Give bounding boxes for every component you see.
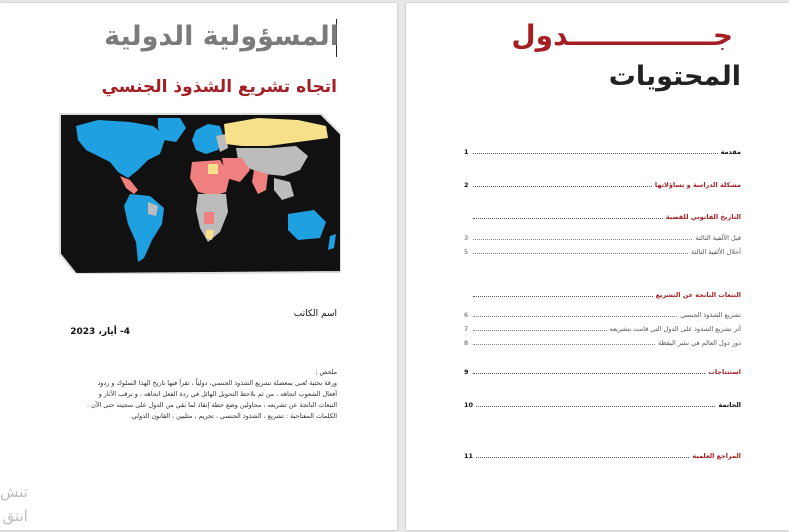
abstract-line: ورقة بحثية تُعنى بمعضلة تشريع الشذوذ الجنسي، دولياً ، تقرأ فيها تاريخ الهذا السلوك و ردود xyxy=(97,379,337,387)
toc-subheading[interactable]: المحتويات xyxy=(608,61,741,92)
toc-entry[interactable]: أحلال الألفية الثالثة 5 xyxy=(464,248,741,256)
toc-entry[interactable]: مشكلة الدراسة و تساؤلاتها 2 xyxy=(464,181,741,189)
abstract-line: أفعال الشعوب اتجاهه ، من ثم نلاحظ التحويل الهائل في ردة الفعل اتجاهه ، و نرقب الآثار و xyxy=(98,390,337,398)
toc-entry[interactable]: التبعات الناتجة عن التشريع xyxy=(464,289,741,299)
toc-heading[interactable]: جـــــــــــــــدول xyxy=(511,19,733,52)
keywords-line: الكلمات المفتاحية : تشريع ، الشذوذ الجنسي ، تجريم ، مثليين ، القانون الدولي. xyxy=(129,412,337,420)
toc-entry[interactable]: التاريخ القانوني للقضية xyxy=(464,211,741,221)
document-subtitle[interactable]: اتجاه تشريع الشذوذ الجنسي xyxy=(101,77,337,97)
toc-entry[interactable]: مقدمة 1 xyxy=(464,148,741,156)
toc-entry[interactable]: الخاتمة 10 xyxy=(464,401,741,409)
cover-page xyxy=(0,3,397,530)
world-map-image xyxy=(58,112,341,274)
toc-page xyxy=(406,3,789,530)
offscreen-page-text: تنش انتق xyxy=(0,483,28,525)
document-title[interactable]: المسؤولية الدولية xyxy=(104,21,339,52)
toc-entry[interactable]: أثر تشريع الشذوذ على الدول التي قامت بتشريعه 7 xyxy=(464,325,741,333)
toc-entry[interactable]: تشريع الشذوذ الجنسي 6 xyxy=(464,311,741,319)
abstract-heading: ملخص : xyxy=(315,368,337,376)
toc-entry[interactable]: استنتاجات 9 xyxy=(464,368,741,376)
document-date[interactable]: 4- أيار، 2023 xyxy=(70,327,130,337)
toc-entry[interactable]: قبل الألفية الثالثة 3 xyxy=(464,234,741,242)
toc-entry[interactable]: دور دول العالم في نشر اليقظة 8 xyxy=(464,339,741,347)
abstract[interactable] xyxy=(37,367,337,422)
abstract-line: التبعات الناتجة عن تشريعه ، محاولين وضع خطة إنقاذ لما بقي من الدول على سجيته حتى الآن . xyxy=(87,401,337,409)
author-name[interactable]: اسم الكاتب xyxy=(293,309,337,319)
toc-entry[interactable]: المراجع العلمية 11 xyxy=(464,452,741,460)
